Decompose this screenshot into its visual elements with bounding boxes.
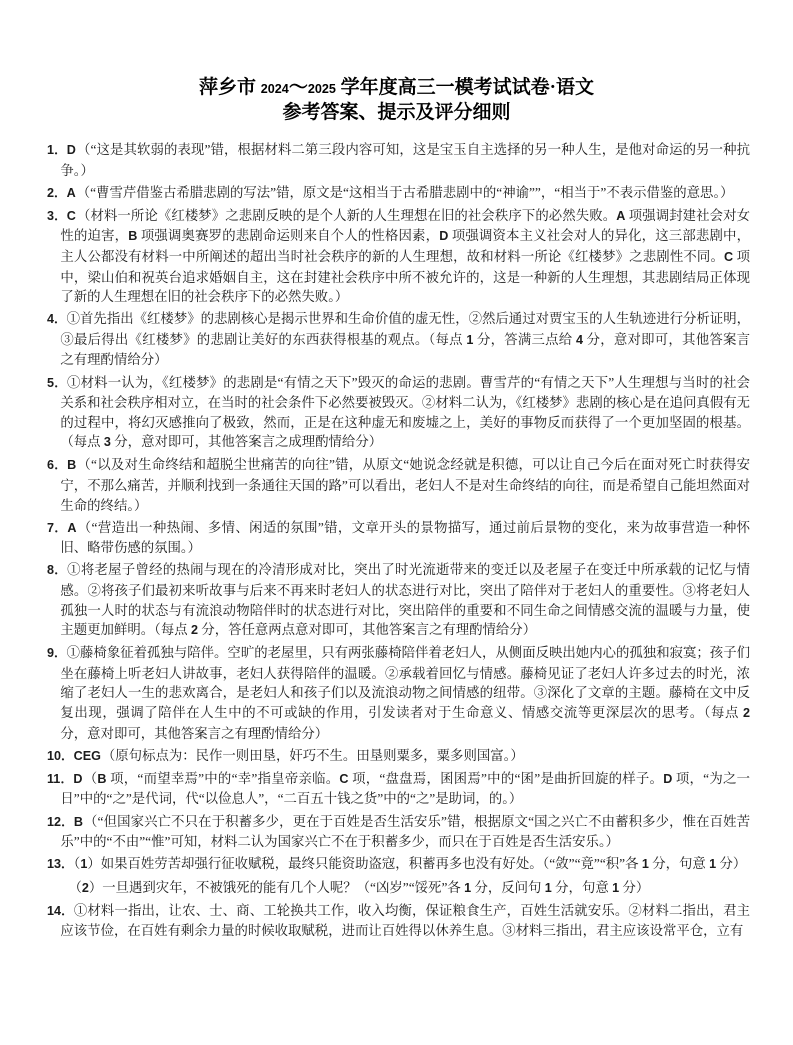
answer-text: （B 项，“而望幸焉”中的“幸”指皇帝亲临。C 项，“盘盘焉，囷囷焉”中的“囷”是曲折回旋的样子。D 项，“为之一日”中的“之”是代词，代“以俭息人”，“二百五十钱之货”中的“之”是助词，的。）	[60, 770, 751, 807]
latin-text: 2	[742, 706, 750, 721]
answer-text: （1）如果百姓劳苦却强行征收赋税，最终只能资助盗寇，积蓄再多也没有好处。（“敛”“竟”“积”各 1 分，句意 1 分）	[73, 856, 747, 872]
latin-text: C	[723, 249, 734, 264]
answer-item	[47, 560, 750, 640]
latin-text: 2	[190, 623, 198, 638]
latin-text: 1	[612, 880, 620, 895]
answers-list	[47, 140, 750, 941]
answer-letter: A	[67, 520, 77, 535]
answer-number: 13．	[47, 857, 74, 872]
answer-text: ①首先指出《红楼梦》的悲剧核心是揭示世界和生命价值的虚无性，②然后通过对贾宝玉的人生轨迹进行分析证明，③最后得出《红楼梦》的悲剧让美好的东西获得根基的观点。（每点 1 分，答满三点给 4 分，意对即可，其他答案言之有理酌情给分）	[60, 311, 750, 368]
answer-letter: A	[66, 185, 76, 200]
answer-item	[47, 455, 750, 515]
answer-item	[47, 643, 750, 743]
answer-number: 10．	[47, 748, 74, 763]
answer-item	[47, 206, 750, 307]
answer-text: ①将老屋子曾经的热闹与现在的冷清形成对比，突出了时光流逝带来的变迁以及老屋子在变迁中所承载的记忆与情感。②将孩子们最初来听故事与后来不再来时老妇人的状态进行对比，突出了陪伴对于老妇人的重要性。③将老妇人孤独一人时的状态与有流浪动物陪伴时的状态进行对比，突出陪伴的重要和不同生命之间情感交流的温暖与力量，使主题更加鲜明。（每点 2 分，答任意两点意对即可，其他答案言之有理酌情给分）	[60, 562, 750, 638]
latin-text: 4	[576, 332, 584, 347]
latin-text: 2024	[260, 82, 289, 96]
latin-text: C	[339, 771, 349, 786]
answer-item	[47, 309, 750, 370]
latin-text: B	[128, 229, 138, 244]
answer-letter: B	[73, 814, 83, 829]
answer-item	[47, 901, 750, 941]
latin-text: 1	[641, 857, 649, 872]
answer-text: （2）一旦遇到灾年，不被饿死的能有几个人呢？（“凶岁”“馁死”各 1 分，反问句 1 分，句意 1 分）	[68, 879, 650, 895]
answer-number: 9．	[47, 646, 67, 661]
document-header	[0, 0, 793, 125]
answer-text: ①材料一认为，《红楼梦》的悲剧是“有情之天下”毁灭的命运的悲剧。曹雪芹的“有情之天下”人生理想与当时的社会关系和社会秩序相对立，在当时的社会条件下必然要被毁灭。②材料二认为，《红楼梦》悲剧的核心是在追问真假有无的过程中，将幻灭感推向了极致，然而，正是在这种虚无和废墟之上，美好的事物反而获得了一个更加坚固的根基。（每点 3 分，意对即可，其他答案言之成理酌情给分）	[60, 374, 750, 450]
answer-letter: D	[73, 771, 83, 786]
answer-number: 5．	[47, 375, 67, 390]
answer-item	[47, 812, 750, 852]
answer-text: （材料一所论《红楼梦》之悲剧反映的是个人新的人生理想在旧的社会秩序下的必然失败。A 项强调封建社会对女性的迫害，B 项强调奥赛罗的悲剧命运则来自个人的性格因素，D 项强调资本主义社会对人的异化，这三部悲剧中，主人公都没有材料一中所阐述的超出当时社会秩序的新的人生理想，故和材料一所论《红楼梦》之悲剧性不同。C 项中，梁山伯和祝英台追求婚姻自主，这在封建社会秩序中所不被允许的，这是一种新的人生理想，其悲剧结局正体现了新的人生理想在旧的社会秩序下的必然失败。）	[60, 207, 750, 305]
latin-text: 3	[103, 435, 111, 450]
answer-text: ①材料一指出，让农、士、商、工轮换共工作，收入均衡，保证粮食生产，百姓生活就安乐。②材料二指出，君主应该节俭，在百姓有剩余力量的时候收取赋税，进而让百姓得以休养生息。③材料三指出，君主应该设常平仓，立有	[60, 902, 750, 939]
answer-number: 1．	[47, 143, 67, 157]
latin-text: 2	[81, 880, 89, 895]
latin-text: 1	[464, 880, 472, 895]
answer-number: 12．	[47, 814, 74, 829]
answer-item	[47, 769, 750, 809]
answer-item	[47, 373, 750, 453]
answer-number: 14．	[47, 903, 74, 918]
answer-number: 7．	[47, 520, 68, 535]
latin-text: 1	[544, 880, 552, 895]
latin-text: B	[97, 771, 107, 786]
latin-text: 1	[709, 857, 717, 872]
latin-text: 2025	[307, 82, 336, 96]
answer-number: 11．	[47, 771, 74, 786]
latin-text: D	[663, 771, 673, 786]
document-title: 萍乡市 2024～2025 学年度高三一模考试试卷·语文	[199, 77, 594, 98]
answer-number: 3．	[47, 208, 67, 223]
answer-text: （“但国家兴亡不只在于积蓄多少，更在于百姓是否生活安乐”错，根据原文“国之兴亡不由蓄积多少，惟在百姓苦乐”中的“不由”“惟”可知，材料二认为国家兴亡不在于积蓄多少，而只在于百姓是否生活安乐。）	[60, 813, 751, 850]
answer-number: 6．	[47, 458, 68, 473]
answer-item	[47, 854, 750, 875]
latin-text: A	[616, 208, 626, 223]
answer-item	[47, 140, 750, 180]
latin-text: 1	[80, 857, 88, 872]
answer-item	[47, 183, 750, 204]
answer-text: （“营造出一种热闹、多情、闲适的氛围”错，文章开头的景物描写，通过前后景物的变化，来为故事营造一种怀旧、略带伤感的氛围。）	[60, 519, 750, 556]
document-subtitle: 参考答案、提示及评分细则	[282, 102, 511, 123]
answer-text: （“以及对生命终结和超脱尘世痛苦的向往”错，从原文“她说念经就是积德，可以让自己今后在面对死亡时获得安宁，不那么痛苦，并顺利找到一条通往天国的路”可以看出，老妇人不是对生命终结的向往，而是希望自己能坦然面对生命的终结。）	[60, 457, 750, 513]
answer-letter: D	[66, 143, 76, 157]
answer-item	[47, 746, 750, 767]
answer-item	[47, 878, 750, 899]
answer-text: （原句标点为：民作一则田垦，奸巧不生。田垦则粟多，粟多则国富。）	[101, 747, 524, 763]
latin-text: 1	[466, 332, 474, 347]
answer-number: 4．	[47, 312, 67, 327]
answer-number: 2．	[47, 185, 67, 200]
answer-text: ①藤椅象征着孤独与陪伴。空旷的老屋里，只有两张藤椅陪伴着老妇人，从侧面反映出她内心的孤独和寂寞；孩子们坐在藤椅上听老妇人讲故事，老妇人获得陪伴的温暖。②承载着回忆与情感。藤椅见证了老妇人许多过去的时光，浓缩了老妇人一生的悲欢离合，是老妇人和孩子们以及流浪动物之间情感的纽带。③深化了文章的主题。藤椅在文中反复出现，强调了陪伴在人生中的不可或缺的作用，引发读者对于生命意义、情感交流等更深层次的思考。（每点 2 分，意对即可，其他答案言之有理酌情给分）	[60, 645, 750, 741]
answer-letter: B	[67, 458, 77, 473]
answer-letter: CEG	[73, 748, 101, 763]
answer-item	[47, 518, 750, 558]
latin-text: D	[439, 229, 449, 244]
answer-letter: C	[66, 208, 76, 223]
answer-number: 8．	[47, 563, 68, 578]
answer-text: （“曹雪芹借鉴古希腊悲剧的写法”错，原文是“这相当于古希腊悲剧中的“神谕””，“相当于”不表示借鉴的意思。）	[76, 184, 734, 200]
answer-text: （“这是其软弱的表现”错，根据材料二第三段内容可知，这是宝玉自主选择的另一种人生，是他对命运的另一种抗争。）	[60, 142, 750, 178]
